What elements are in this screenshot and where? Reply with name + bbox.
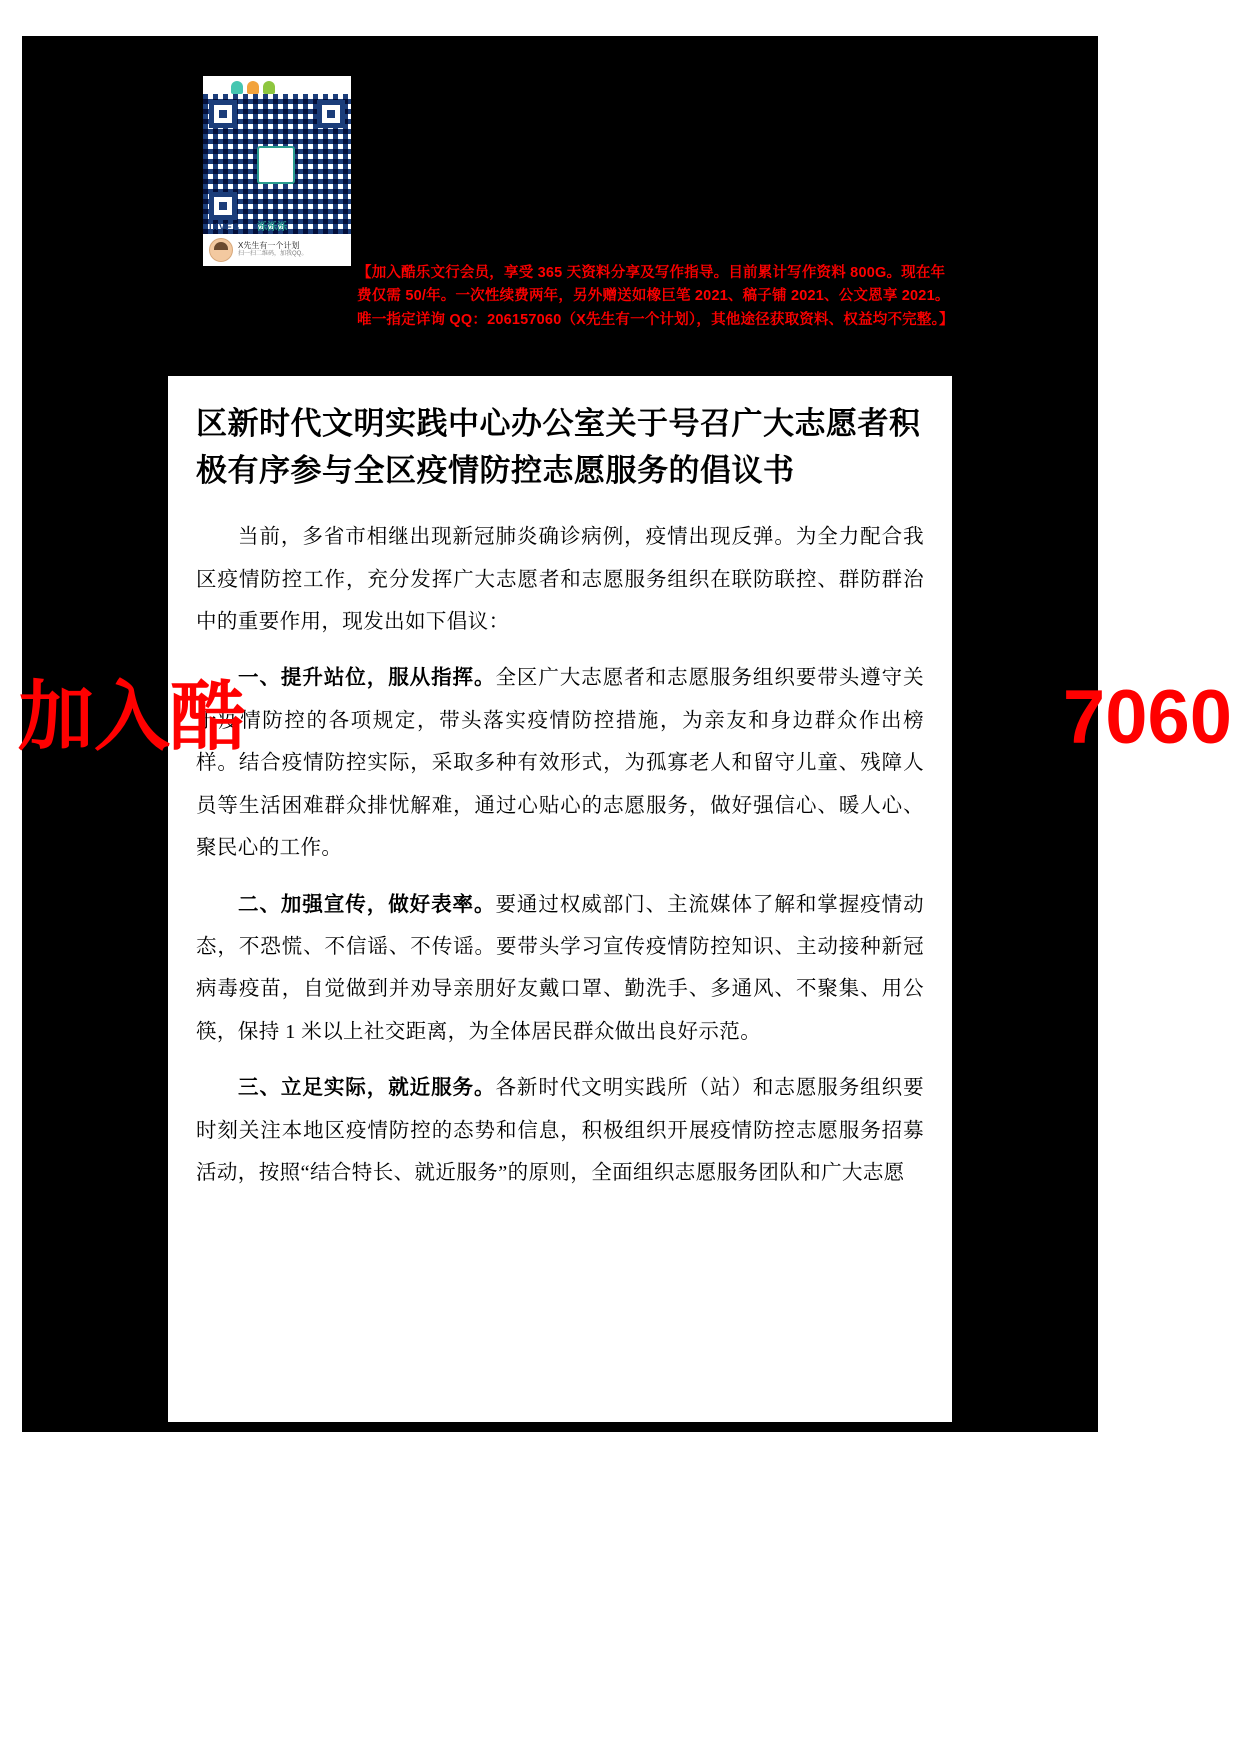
qr-center-logo-icon [257,146,295,184]
qr-finder-icon [209,192,237,220]
qr-footer [203,234,351,266]
paragraph-lead: 二、加强宣传，做好表率。 [238,892,496,916]
page-title: 区新时代文明实践中心办公室关于号召广大志愿者积极有序参与全区疫情防控志愿服务的倡议书 [196,406,921,489]
qr-cn-label: 泺泺泺 [257,222,287,233]
paragraph-text: 当前，多省市相继出现新冠肺炎确诊病例，疫情出现反弹。为全力配合我区疫情防控工作，充分发挥广大志愿者和志愿服务组织在联防联控、群防群治中的重要作用，现发出如下倡议： [196,526,924,634]
bell-icon [231,81,243,94]
watermark-right: 7060 [1062,675,1232,760]
paragraph-lead: 一、提升站位，服从指挥。 [238,666,496,690]
avatar [209,238,233,262]
paragraph-lead: 三、立足实际，就近服务。 [238,1076,496,1100]
document-paragraph [196,657,924,869]
watermark-left: 加入酷 [18,675,246,760]
qr-finder-icon [209,100,237,128]
qr-finder-icon [317,100,345,128]
document-paragraph [196,884,924,1054]
qr-brand-label: LIVES [209,222,241,232]
document-sheet [168,376,952,1422]
paragraph-text: 要通过权威部门、主流媒体了解和掌握疫情动态，不恐慌、不信谣、不传谣。要带头学习宣传疫情防控知识、主动接种新冠病毒疫苗，自觉做到并劝导亲朋好友戴口罩、勤洗手、多通风、不聚集、用公筷，保持 1 米以上社交距离，为全体居民群众做出良好示范。 [196,893,924,1043]
qr-top-icons [203,76,351,94]
qr-footer-title: X先生有一个计划 [238,241,300,251]
document-paragraph [196,516,924,643]
qr-promo-card[interactable] [203,76,351,266]
paragraph-text: 全区广大志愿者和志愿服务组织要带头遵守关于疫情防控的各项规定，带头落实疫情防控措施，为亲友和身边群众作出榜样。结合疫情防控实际，采取多种有效形式，为孤寡老人和留守儿童、残障人员等生活困难群众排忧解难，通过心贴心的志愿服务，做好强信心、暖人心、聚民心的工作。 [196,667,924,860]
qr-footer-subtitle: 扫一扫二维码，加我QQ。 [238,251,308,258]
bell-icon [263,81,275,94]
paragraph-text: 各新时代文明实践所（站）和志愿服务组织要时刻关注本地区疫情防控的态势和信息，积极组织开展疫情防控志愿服务招募活动，按照“结合特长、就近服务”的原则，全面组织志愿服务团队和广大志愿 [196,1077,924,1185]
bell-icon [247,81,259,94]
document-paragraph [196,1067,924,1194]
qr-code-image[interactable] [203,94,351,234]
promo-text: 【加入酷乐文行会员，享受 365 天资料分享及写作指导。目前累计写作资料 800G。现在年费仅需 50/年。一次性续费两年，另外赠送如橡巨笔 2021、稿子铺 2021、公文恩享 2021。唯一指定详询 QQ：206157060（X先生有一个计划），其他途径获取资料、权益均不完整。】 [357,265,954,328]
